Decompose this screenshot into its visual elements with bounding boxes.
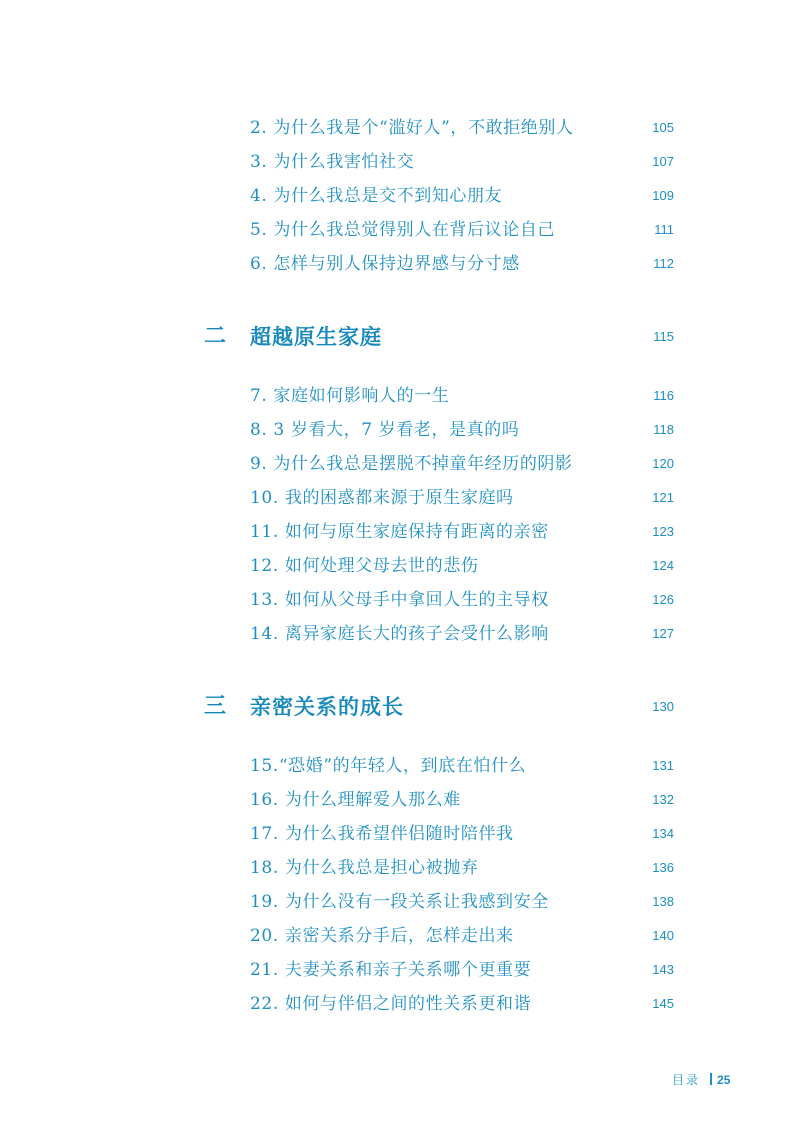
toc-entry-page: 138 bbox=[652, 894, 674, 909]
toc-entry-title: 19. 为什么没有一段关系让我感到安全 bbox=[250, 892, 549, 912]
toc-entry-title: 20. 亲密关系分手后，怎样走出来 bbox=[250, 926, 514, 946]
toc-entry-page: 134 bbox=[652, 826, 674, 841]
toc-entry-page: 109 bbox=[652, 188, 674, 203]
toc-entry-page: 107 bbox=[652, 154, 674, 169]
toc-entry[interactable] bbox=[250, 114, 676, 142]
toc-entry-page: 145 bbox=[652, 996, 674, 1011]
section-page: 130 bbox=[652, 699, 674, 714]
toc-entry[interactable] bbox=[250, 956, 676, 984]
toc-entry-page: 123 bbox=[652, 524, 674, 539]
toc-section-heading[interactable] bbox=[204, 691, 676, 723]
toc-entry[interactable] bbox=[250, 484, 676, 512]
toc-entry[interactable] bbox=[250, 250, 676, 278]
toc-entry-page: 112 bbox=[653, 256, 674, 271]
section-number: 二 bbox=[204, 324, 227, 349]
toc-entry-title: 3. 为什么我害怕社交 bbox=[250, 152, 415, 172]
toc-entry[interactable] bbox=[250, 450, 676, 478]
toc-entry-page: 118 bbox=[653, 422, 674, 437]
toc-entry-title: 16. 为什么理解爱人那么难 bbox=[250, 790, 461, 810]
toc-entry-title: 9. 为什么我总是摆脱不掉童年经历的阴影 bbox=[250, 454, 573, 474]
toc-entry[interactable] bbox=[250, 552, 676, 580]
toc-entry-page: 136 bbox=[652, 860, 674, 875]
toc-entry[interactable] bbox=[250, 518, 676, 546]
footer-label: 目录 bbox=[672, 1073, 701, 1087]
toc-entry[interactable] bbox=[250, 854, 676, 882]
toc-entry-page: 116 bbox=[653, 388, 674, 403]
toc-entry[interactable] bbox=[250, 990, 676, 1018]
toc-entry-page: 126 bbox=[652, 592, 674, 607]
toc-entry-title: 17. 为什么我希望伴侣随时陪伴我 bbox=[250, 824, 514, 844]
page-number: 25 bbox=[717, 1073, 731, 1087]
toc-entry-title: 7. 家庭如何影响人的一生 bbox=[250, 386, 450, 406]
toc-entry[interactable] bbox=[250, 752, 676, 780]
toc-entry-title: 14. 离异家庭长大的孩子会受什么影响 bbox=[250, 624, 549, 644]
toc-entry-title: 21. 夫妻关系和亲子关系哪个更重要 bbox=[250, 960, 532, 980]
toc-entry-page: 131 bbox=[652, 758, 674, 773]
toc-entry-title: 5. 为什么我总觉得别人在背后议论自己 bbox=[250, 220, 556, 240]
toc-entry-page: 124 bbox=[652, 558, 674, 573]
toc-entry-page: 143 bbox=[652, 962, 674, 977]
toc-entry[interactable] bbox=[250, 382, 676, 410]
toc-entry-title: 13. 如何从父母手中拿回人生的主导权 bbox=[250, 590, 549, 610]
toc-entry-page: 140 bbox=[652, 928, 674, 943]
toc-entry-title: 10. 我的困惑都来源于原生家庭吗 bbox=[250, 488, 514, 508]
toc-entry-page: 111 bbox=[654, 222, 674, 237]
toc-entry[interactable] bbox=[250, 786, 676, 814]
section-page: 115 bbox=[653, 329, 674, 344]
toc-entry-title: 12. 如何处理父母去世的悲伤 bbox=[250, 556, 479, 576]
toc-entry-title: 22. 如何与伴侣之间的性关系更和谐 bbox=[250, 994, 532, 1014]
toc-entry-title: 4. 为什么我总是交不到知心朋友 bbox=[250, 186, 503, 206]
toc-entry-title: 15.“恐婚”的年轻人，到底在怕什么 bbox=[250, 756, 527, 776]
footer-divider bbox=[710, 1073, 712, 1085]
toc-entry-title: 8. 3 岁看大，7 岁看老，是真的吗 bbox=[250, 420, 520, 440]
toc-section-heading[interactable] bbox=[204, 321, 676, 353]
toc-entry[interactable] bbox=[250, 620, 676, 648]
toc-entry[interactable] bbox=[250, 148, 676, 176]
toc-entry[interactable] bbox=[250, 820, 676, 848]
toc-entry-title: 11. 如何与原生家庭保持有距离的亲密 bbox=[250, 522, 549, 542]
page-footer bbox=[672, 1070, 730, 1090]
section-title: 亲密关系的成长 bbox=[250, 695, 404, 719]
toc-entry-page: 105 bbox=[652, 120, 674, 135]
section-number: 三 bbox=[204, 694, 227, 719]
toc-entry[interactable] bbox=[250, 182, 676, 210]
toc-entry-page: 132 bbox=[652, 792, 674, 807]
toc-entry[interactable] bbox=[250, 586, 676, 614]
toc-entry-title: 2. 为什么我是个“滥好人”，不敢拒绝别人 bbox=[250, 118, 574, 138]
toc-entry-title: 18. 为什么我总是担心被抛弃 bbox=[250, 858, 479, 878]
section-title: 超越原生家庭 bbox=[250, 325, 382, 349]
toc-entry-page: 127 bbox=[652, 626, 674, 641]
toc-entry[interactable] bbox=[250, 922, 676, 950]
toc-entry[interactable] bbox=[250, 216, 676, 244]
toc-entry[interactable] bbox=[250, 888, 676, 916]
toc-entry[interactable] bbox=[250, 416, 676, 444]
toc-entry-title: 6. 怎样与别人保持边界感与分寸感 bbox=[250, 254, 520, 274]
toc-entry-page: 121 bbox=[652, 490, 674, 505]
toc-entry-page: 120 bbox=[652, 456, 674, 471]
